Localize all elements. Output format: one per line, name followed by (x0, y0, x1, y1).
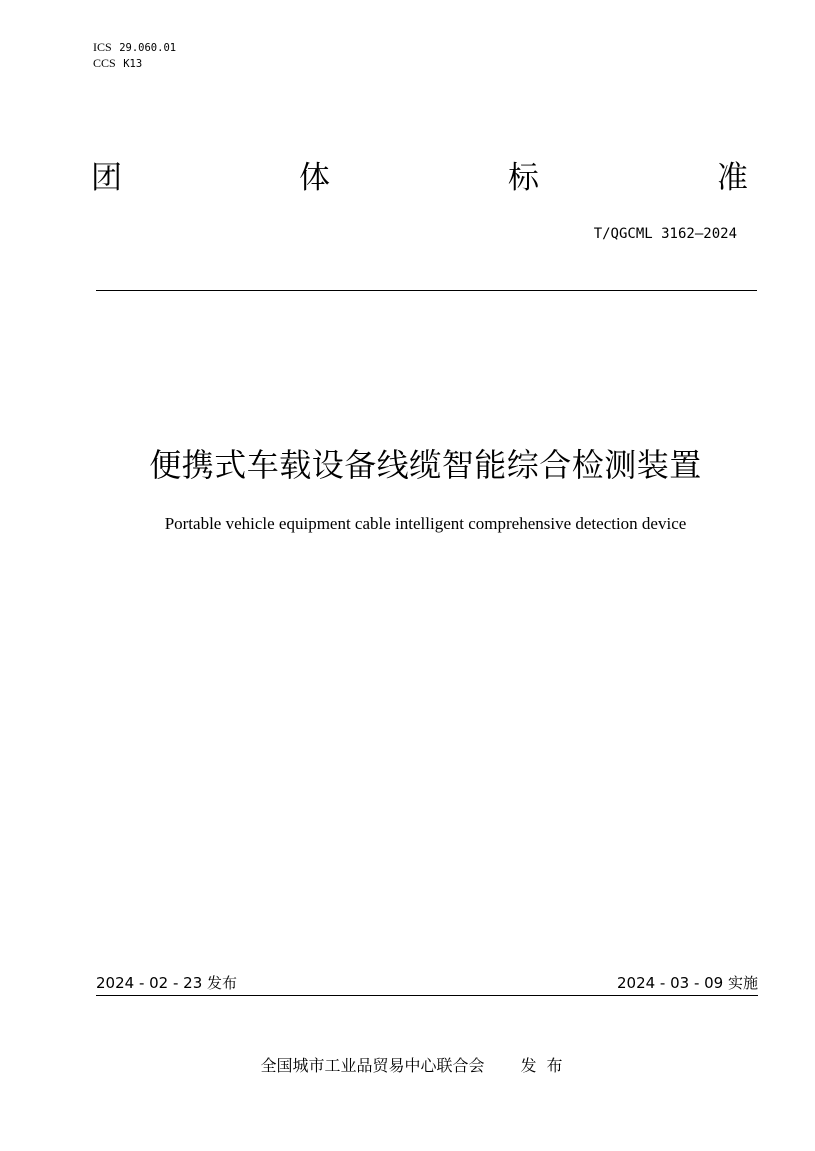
standard-number: T/QGCML 3162—2024 (593, 226, 737, 242)
standard-type-char-3: 标 (508, 160, 539, 196)
ccs-value: K13 (123, 58, 143, 70)
publisher-line (0, 1053, 815, 1076)
header-divider (96, 290, 757, 291)
ccs-row (93, 56, 176, 72)
footer-divider (96, 995, 758, 996)
title-english: Portable vehicle equipment cable intelligent comprehensive detection device (164, 514, 687, 533)
publisher-organization: 全国城市工业品贸易中心联合会 (260, 1056, 485, 1075)
publisher-action: 发布 (520, 1056, 573, 1075)
classification-codes (93, 40, 176, 72)
issue-date: 2024 - 02 - 23 发布 (96, 974, 238, 992)
standard-type-char-1: 团 (91, 160, 122, 196)
ics-label: ICS (93, 40, 112, 54)
ccs-label: CCS (93, 56, 116, 70)
implementation-date: 2024 - 03 - 09 实施 (616, 974, 758, 992)
standard-type-char-2: 体 (299, 160, 330, 196)
ics-value: 29.060.01 (119, 42, 177, 54)
ics-row (93, 40, 176, 56)
title-chinese: 便携式车载设备线缆智能综合检测装置 (149, 446, 702, 484)
standard-type-char-4: 准 (717, 160, 748, 196)
